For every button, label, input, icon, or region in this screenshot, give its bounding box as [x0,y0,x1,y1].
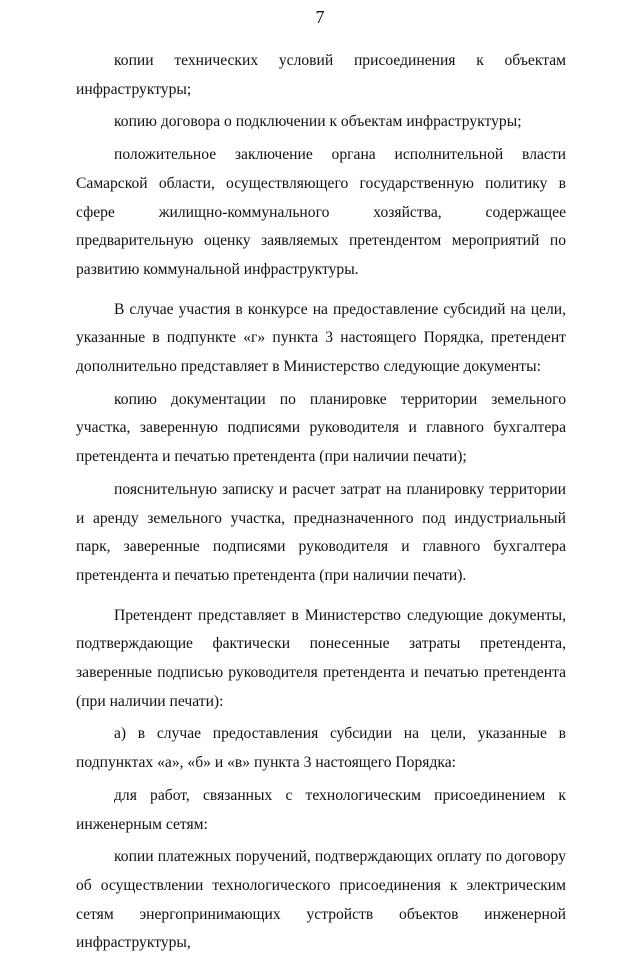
paragraph-applicant-documents: Претендент представляет в Министерство следующие документы, подтверждающие фактически понесенные затраты претендента, заверенные подписью руководителя претендента и печатью претендента (при наличии печати): [76,606,566,710]
paragraph-planning-documentation: копию документации по планировке территории земельного участка, заверенную подписями руководителя и главного бухгалтера претендента и печатью претендента (при наличии печати); [76,390,566,466]
paragraph-tech-conditions: копии технических условий присоединения к объектам инфраструктуры; [76,52,566,98]
paragraph-explanatory-note: пояснительную записку и расчет затрат на планировку территории и аренду земельного участка, предназначенного под индустриальный парк, заверенные подписями руководителя и главного бухгалтера претендента и печатью претендента (при наличии печати). [76,480,566,584]
paragraph-payment-orders: копии платежных поручений, подтверждающих оплату по договору об осуществлении технологического присоединения к электрическим сетям энергопринимающих устройств объектов инженерной инфраструктуры, [76,848,566,952]
paragraph-engineering-networks: для работ, связанных с технологическим присоединением к инженерным сетям: [76,786,566,833]
page-number: 7 [315,7,325,27]
document-body [76,47,566,958]
paragraph-connection-contract: копию договора о подключении к объектам инфраструктуры; [114,113,522,131]
paragraph-subsidy-case-a: а) в случае предоставления субсидии на цели, указанные в подпунктах «а», «б» и «в» пункта 3 настоящего Порядка: [76,725,566,772]
paragraph-contest-participation: В случае участия в конкурсе на предоставление субсидий на цели, указанные в подпункте «г» пункта 3 настоящего Порядка, претендент дополнительно представляет в Министерство следующие документы: [76,300,566,376]
paragraph-positive-conclusion: положительное заключение органа исполнительной власти Самарской области, осуществляющего государственную политику в сфере жилищно-коммунального хозяйства, содержащее предварительную оценку заявляемых претендентом мероприятий по развитию коммунальной инфраструктуры. [76,146,566,278]
